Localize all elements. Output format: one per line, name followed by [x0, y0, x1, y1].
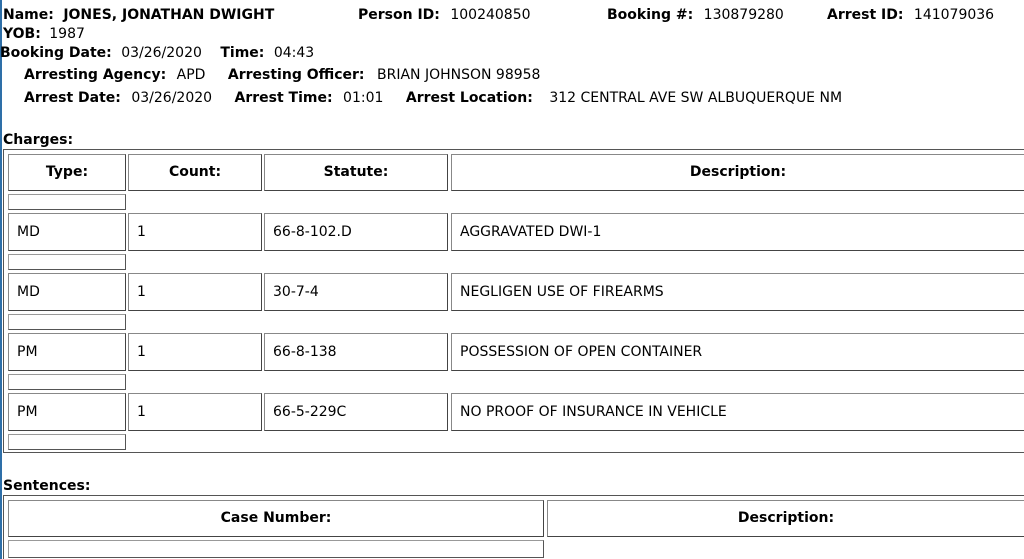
- yob-value: 1987: [49, 26, 85, 42]
- person-name: JONES, JONATHAN DWIGHT: [63, 7, 275, 23]
- sentences-section-title: Sentences:: [3, 478, 91, 494]
- charge-row-1-type: MD: [8, 213, 126, 251]
- person-id-label: Person ID:: [358, 7, 440, 23]
- charges-header-description: Description:: [451, 154, 1024, 191]
- charges-spacer-row: [8, 314, 126, 330]
- arresting-agency-group: [24, 66, 540, 84]
- booking-date-label: Booking Date:: [0, 45, 112, 61]
- booking-number-value: 130879280: [703, 7, 784, 23]
- arrest-id-value: 141079036: [913, 7, 995, 23]
- booking-date-group: [0, 44, 314, 62]
- arrest-id-group: [827, 6, 994, 24]
- arresting-officer-label: Arresting Officer:: [227, 67, 365, 83]
- charges-spacer-row: [8, 434, 126, 450]
- charge-row-1-statute: 66-8-102.D: [264, 213, 448, 251]
- arrest-date-label: Arrest Date:: [24, 90, 121, 106]
- arresting-agency-label: Arresting Agency:: [24, 67, 167, 83]
- charge-row-4-type: PM: [8, 393, 126, 431]
- charge-row-3-type: PM: [8, 333, 126, 371]
- charge-row-2-type: MD: [8, 273, 126, 311]
- identity-line: [3, 6, 274, 24]
- arrest-id-label: Arrest ID:: [827, 7, 904, 23]
- arrest-time-value: 01:01: [343, 90, 384, 106]
- charge-row-2-count: 1: [128, 273, 262, 311]
- yob-label: YOB:: [3, 26, 41, 42]
- charges-table: [3, 149, 1024, 453]
- charge-row-4-count: 1: [128, 393, 262, 431]
- arresting-officer-value: BRIAN JOHNSON 98958: [376, 67, 541, 83]
- charges-section-title: Charges:: [3, 132, 74, 148]
- charge-row-3-statute: 66-8-138: [264, 333, 448, 371]
- sentences-header-description: Description:: [547, 500, 1024, 537]
- charge-row-2-description: NEGLIGEN USE OF FIREARMS: [451, 273, 1024, 311]
- charge-row-1-description: AGGRAVATED DWI-1: [451, 213, 1024, 251]
- charges-spacer-row: [8, 254, 126, 270]
- charge-row-1-count: 1: [128, 213, 262, 251]
- name-label: Name:: [3, 7, 54, 23]
- arrest-location-label: Arrest Location:: [405, 90, 533, 106]
- arrest-date-group: [24, 89, 842, 107]
- booking-date-value: 03/26/2020: [121, 45, 202, 61]
- booking-time-label: Time:: [220, 45, 265, 61]
- sentences-table: [3, 495, 1024, 559]
- charge-row-3-description: POSSESSION OF OPEN CONTAINER: [451, 333, 1024, 371]
- charge-row-4-statute: 66-5-229C: [264, 393, 448, 431]
- charges-header-statute: Statute:: [264, 154, 448, 191]
- charges-header-count: Count:: [128, 154, 262, 191]
- arrest-date-value: 03/26/2020: [131, 90, 213, 106]
- arrest-time-label: Arrest Time:: [234, 90, 333, 106]
- page-left-border: [0, 0, 2, 559]
- booking-number-group: [607, 6, 784, 24]
- arresting-agency-value: APD: [176, 67, 206, 83]
- charges-header-type: Type:: [8, 154, 126, 191]
- person-id-group: [358, 6, 531, 24]
- person-id-value: 100240850: [450, 7, 531, 23]
- yob-group: [3, 25, 85, 43]
- charge-row-4-description: NO PROOF OF INSURANCE IN VEHICLE: [451, 393, 1024, 431]
- arrest-location-value: 312 CENTRAL AVE SW ALBUQUERQUE NM: [549, 90, 843, 106]
- charge-row-2-statute: 30-7-4: [264, 273, 448, 311]
- charges-spacer-row: [8, 374, 126, 390]
- sentences-spacer-row: [8, 540, 544, 558]
- booking-time-value: 04:43: [273, 45, 315, 61]
- booking-number-label: Booking #:: [607, 7, 694, 23]
- charge-row-3-count: 1: [128, 333, 262, 371]
- sentences-header-case-number: Case Number:: [8, 500, 544, 537]
- charges-spacer-row: [8, 194, 126, 210]
